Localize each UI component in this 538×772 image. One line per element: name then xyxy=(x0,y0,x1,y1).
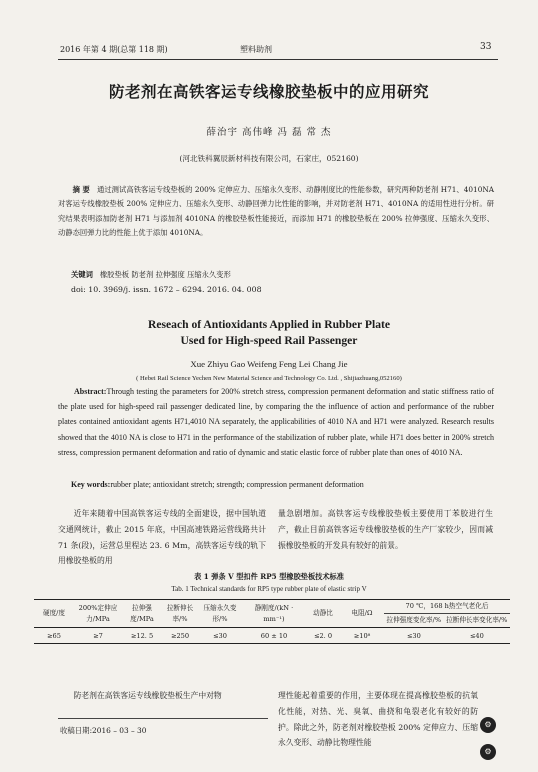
gear-icon: ⚙ xyxy=(480,717,496,733)
keywords-cn-label: 关键词 xyxy=(71,270,93,279)
table-cell: ≥12. 5 xyxy=(130,631,154,640)
received-date: 收稿日期:2016 – 03 – 30 xyxy=(60,726,147,735)
table-caption-en: Tab. 1 Technical standards for RP5 type rubber plate of elastic strip V xyxy=(171,585,367,593)
table-cell: 60 ± 10 xyxy=(260,631,288,640)
abstract-cn-label: 摘 要 xyxy=(72,185,90,194)
keywords-cn xyxy=(71,268,491,282)
keywords-en-text: rubber plate; antioxidant stretch; strength; compression permanent deformation xyxy=(110,480,364,489)
authors-en: Xue Zhiyu Gao Weifeng Feng Lei Chang Jie xyxy=(190,359,348,369)
body-text-right-lower: 理性能起着重要的作用，主要体现在提高橡胶垫板的抗氧化性能，对热、光、臭氧、曲挠和龟裂老化有较好的防护。除此之外，防老剂对橡胶垫板 200% 定伸应力、压缩永久变形、动静比物理性能 xyxy=(278,691,478,748)
col-hardness: 硬度/度 xyxy=(34,600,74,628)
col-stress: 200%定伸应力/MPa xyxy=(74,600,122,628)
abstract-en-text: Through testing the parameters for 200% stretch stress, compression permanent deformation and static stiffness ratio of the plate used for high-speed rail passenger dedicated line, by comparing the the influence of action and performance of the rubber plates contained antioxidant agents H71,4010 NA separately, the applicabilities of 4010 NA and H71 were analyzed. Research results showed that the 4010 NA is close to H71 in the performance of the stabilization of rubber plate, while H71 does better in 200% stretch stress, compression permanent deformation and ratio of dynamic and static elastic force of rubber plate than ones of 4010 NA. xyxy=(58,387,494,457)
table-caption-cn: 表 1 弹条 V 型扣件 RP5 型橡胶垫板技术标准 xyxy=(194,572,344,581)
doi: doi: 10. 3969/j. issn. 1672 – 6294. 2016. 04. 008 xyxy=(71,285,262,294)
col-elongation: 拉断伸长率/% xyxy=(162,600,198,628)
table-cell: ≥10⁸ xyxy=(353,631,371,640)
affiliation-cn: (河北铁科翼辰新材科技有限公司，石家庄，052160) xyxy=(179,154,359,163)
body-text-right: 量急剧增加。高铁客运专线橡胶垫板主要使用丁苯胶进行生产，截止目前高铁客运专线橡胶垫板的生产厂家较少，因而减振橡胶垫板的开发具有较好的前景。 xyxy=(278,509,493,550)
keywords-en-label: Key words: xyxy=(71,480,111,489)
col-aging-tensile: 拉伸强度变化率/% xyxy=(384,614,444,628)
col-stiffness: 静刚度/(kN · mm⁻¹) xyxy=(242,600,306,628)
paper-title-en-line1: Reseach of Antioxidants Applied in Rubber Plate xyxy=(148,318,390,331)
journal-name: 塑料助剂 xyxy=(240,45,272,54)
header-rule xyxy=(58,59,498,60)
paper-title-en-line2: Used for High-speed Rail Passenger xyxy=(180,334,358,347)
body-text-left-lower: 防老剂在高铁客运专线橡胶垫板生产中对物 xyxy=(73,691,222,700)
table-cell: ≥250 xyxy=(170,631,190,640)
col-dynamic-ratio: 动静比 xyxy=(306,600,340,628)
standards-table xyxy=(34,599,510,644)
page-number: 33 xyxy=(480,42,492,52)
issue-info: 2016 年第 4 期(总第 118 期) xyxy=(60,45,168,54)
authors-cn: 薛治宇 高伟峰 冯 磊 常 杰 xyxy=(206,127,332,138)
abstract-cn xyxy=(58,183,494,241)
table-cell: ≤30 xyxy=(406,631,421,640)
abstract-en-label: Abstract: xyxy=(74,387,107,396)
col-resistance: 电阻/Ω xyxy=(340,600,384,628)
affiliation-en: ( Hebei Rail Science Yechen New Material Science and Technology Co. Ltd. , Shijiazhuang,052160) xyxy=(136,375,402,382)
gear-icon: ⚙ xyxy=(480,744,496,760)
footnote-rule xyxy=(58,718,268,719)
table-cell: ≤30 xyxy=(213,631,227,640)
col-tensile: 拉伸强度/MPa xyxy=(122,600,162,628)
table-row xyxy=(34,628,510,644)
abstract-cn-text: 通过测试高铁客运专线垫板的 200% 定伸应力、压缩永久变形、动静刚度比的性能参数，研究两种防老剂 H71、4010NA 对客运专线橡胶垫板 200% 定伸应力、压缩永久变形、动静回弹力比性能的影响，并对防老剂 H71、4010NA 的适用性进行分析。研究结果表明添加防老剂 H71 与添加剂 4010NA 的橡胶垫板性能接近，而添加 H71 的橡胶垫板在 200% 拉伸强度、压缩永久变形、动静态回弹力比的性能上优于添加 4010NA。 xyxy=(58,185,494,238)
keywords-cn-text: 橡胶垫板 防老剂 拉伸强度 压缩永久变形 xyxy=(99,270,231,279)
col-aging-group: 70 ℃，168 h热空气老化后 xyxy=(384,600,510,614)
abstract-en xyxy=(58,384,494,460)
keywords-en xyxy=(71,478,491,492)
table-cell: ≤2. 0 xyxy=(313,631,333,640)
table-cell: ≥7 xyxy=(93,631,103,640)
table-cell: ≤40 xyxy=(469,631,484,640)
body-text-left: 近年来随着中国高铁客运专线的全面建设，据中国轨道交通网统计，截止 2015 年底，中国高速铁路运营线路共计 71 条(段)，运营总里程达 23. 6 Mm，高铁客运专线的轨下用橡胶垫板的用 xyxy=(58,509,266,566)
table-cell: ≥65 xyxy=(47,631,61,640)
col-aging-elongation: 拉断伸长率变化率/% xyxy=(444,614,510,628)
paper-title-cn: 防老剂在高铁客运专线橡胶垫板中的应用研究 xyxy=(108,82,429,101)
col-compression: 压缩永久变形/% xyxy=(198,600,242,628)
